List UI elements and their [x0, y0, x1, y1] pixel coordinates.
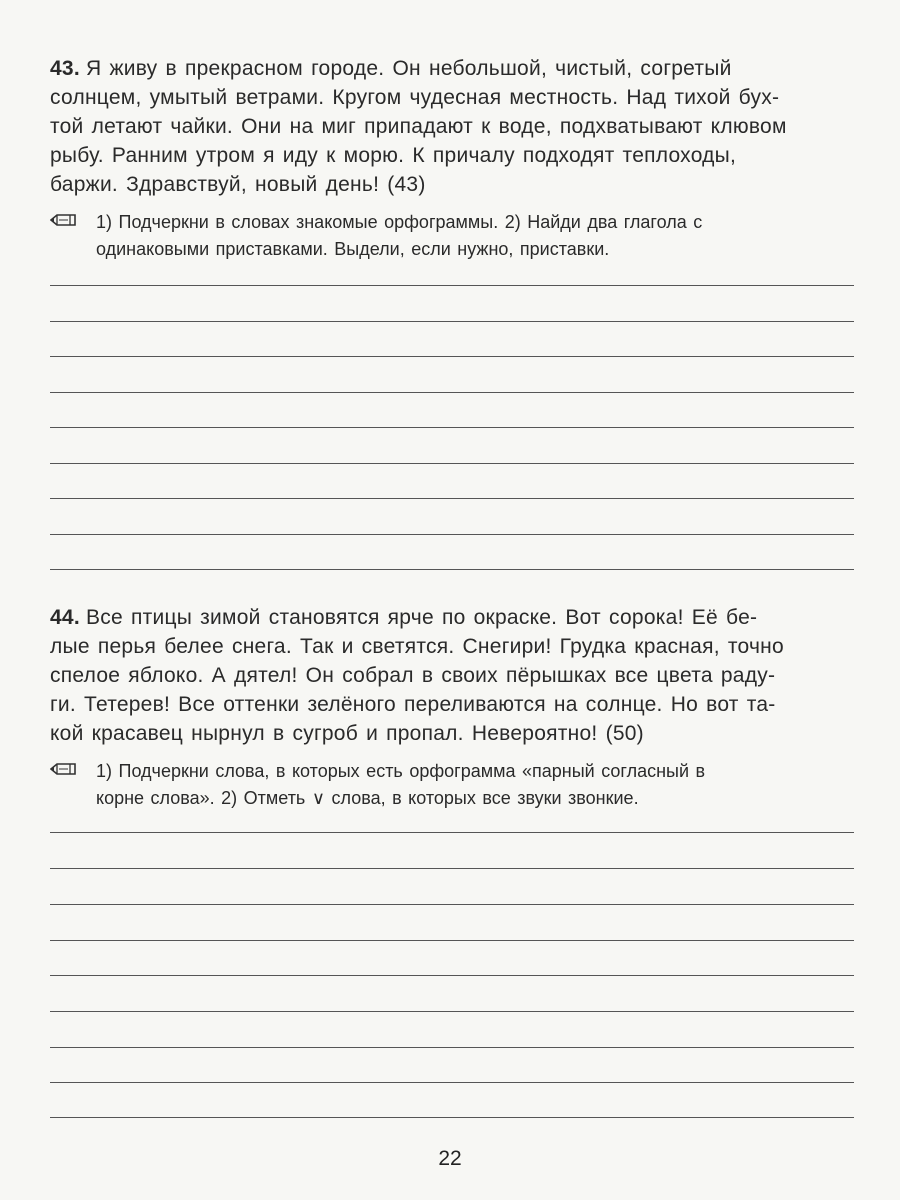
- writing-line[interactable]: [50, 975, 854, 976]
- text-line: баржи. Здравствуй, новый день! (43): [50, 173, 426, 196]
- writing-line[interactable]: [50, 1082, 854, 1083]
- pencil-icon: [50, 762, 80, 776]
- writing-line[interactable]: [50, 868, 854, 869]
- writing-line[interactable]: [50, 392, 854, 393]
- exercise-44-text: [50, 603, 860, 748]
- writing-line[interactable]: [50, 321, 854, 322]
- text-line: рыбу. Ранним утром я иду к морю. К причалу подходят теплоходы,: [50, 144, 737, 167]
- text-line: кой красавец нырнул в сугроб и пропал. Невероятно! (50): [50, 722, 644, 745]
- text-line: ги. Тетерев! Все оттенки зелёного переливаются на солнце. Но вот та-: [50, 693, 776, 716]
- writing-line[interactable]: [50, 427, 854, 428]
- text-line-content: Я живу в прекрасном городе. Он небольшой, чистый, согретый: [85, 57, 732, 80]
- writing-line[interactable]: [50, 356, 854, 357]
- task-line: 1) Подчеркни в словах знакомые орфограммы. 2) Найди два глагола с: [96, 212, 703, 232]
- exercise-43: [50, 54, 860, 263]
- writing-line[interactable]: [50, 534, 854, 535]
- text-line: солнцем, умытый ветрами. Кругом чудесная местность. Над тихой бух-: [50, 86, 780, 109]
- writing-line[interactable]: [50, 1117, 854, 1118]
- pencil-icon: [50, 213, 80, 227]
- exercise-43-text: [50, 54, 860, 199]
- writing-line[interactable]: [50, 1047, 854, 1048]
- task-line: корне слова». 2) Отметь ∨ слова, в которых все звуки звонкие.: [96, 788, 639, 808]
- exercise-44: [50, 603, 860, 812]
- exercise-43-task: [50, 209, 860, 263]
- text-line: той летают чайки. Они на миг припадают к воде, подхватывают клювом: [50, 115, 787, 138]
- exercise-number: 44.: [50, 606, 80, 629]
- writing-line[interactable]: [50, 463, 854, 464]
- exercise-number: 43.: [50, 57, 80, 80]
- page-number: 22: [438, 1147, 462, 1170]
- task-line: одинаковыми приставками. Выдели, если нужно, приставки.: [96, 239, 610, 259]
- exercise-44-task: [50, 758, 860, 812]
- writing-line[interactable]: [50, 1011, 854, 1012]
- writing-line[interactable]: [50, 904, 854, 905]
- writing-line[interactable]: [50, 498, 854, 499]
- writing-line[interactable]: [50, 569, 854, 570]
- task-line: 1) Подчеркни слова, в которых есть орфограмма «парный согласный в: [96, 761, 706, 781]
- text-line: [50, 54, 860, 83]
- text-line-content: Все птицы зимой становятся ярче по окраске. Вот сорока! Её бе-: [85, 606, 758, 629]
- text-line: [50, 603, 860, 632]
- writing-line[interactable]: [50, 832, 854, 833]
- text-line: спелое яблоко. А дятел! Он собрал в своих пёрышках все цвета раду-: [50, 664, 776, 687]
- text-line: лые перья белее снега. Так и светятся. Снегири! Грудка красная, точно: [50, 635, 784, 658]
- writing-line[interactable]: [50, 940, 854, 941]
- writing-line[interactable]: [50, 285, 854, 286]
